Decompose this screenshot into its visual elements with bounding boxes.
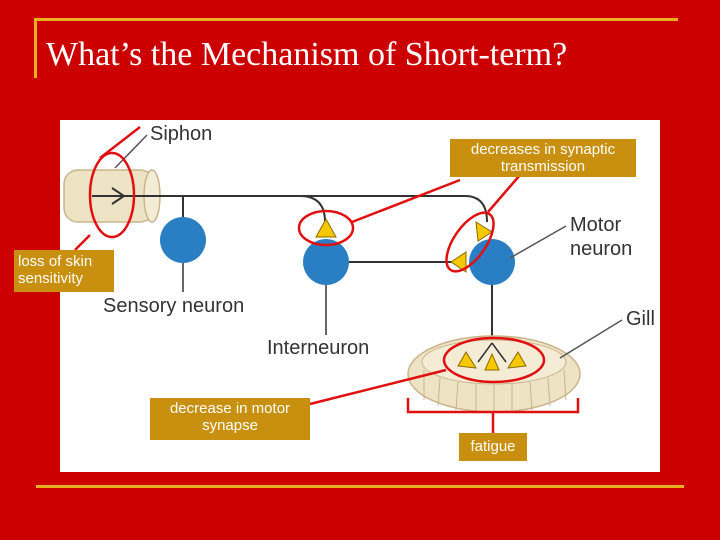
motor-neuron-label-line2: neuron (570, 238, 633, 260)
sensory-neuron-label: Sensory neuron (103, 295, 245, 317)
skin-callout-connector (75, 235, 90, 250)
siphon-label: Siphon (150, 123, 213, 145)
sensory-to-motor-axon (300, 196, 487, 222)
motor-neuron-cell (469, 239, 515, 285)
frame-line-bottom (36, 485, 684, 488)
callout-synaptic-transmission: decreases in synaptic transmission (450, 139, 636, 177)
callout-skin-sensitivity: loss of skin sensitivity (14, 250, 114, 292)
interneuron-synapse-triangle (316, 219, 336, 237)
sensory-neuron-cell (160, 217, 206, 263)
slide-title: What’s the Mechanism of Short-term? (46, 36, 568, 73)
siphon-highlight-connector (100, 127, 140, 158)
interneuron-label: Interneuron (267, 337, 370, 359)
callout-fatigue: fatigue (459, 433, 527, 461)
gill-label: Gill (626, 308, 655, 330)
motor-neuron-label-line1: Motor (570, 214, 622, 236)
siphon-pointer (115, 135, 147, 168)
callout-motor-synapse: decrease in motor synapse (150, 398, 310, 440)
motor-synapse-connector (488, 175, 520, 212)
gill-pointer (560, 320, 622, 358)
motor-neuron-pointer (510, 226, 566, 258)
interneuron-synapse-connector (352, 180, 460, 222)
